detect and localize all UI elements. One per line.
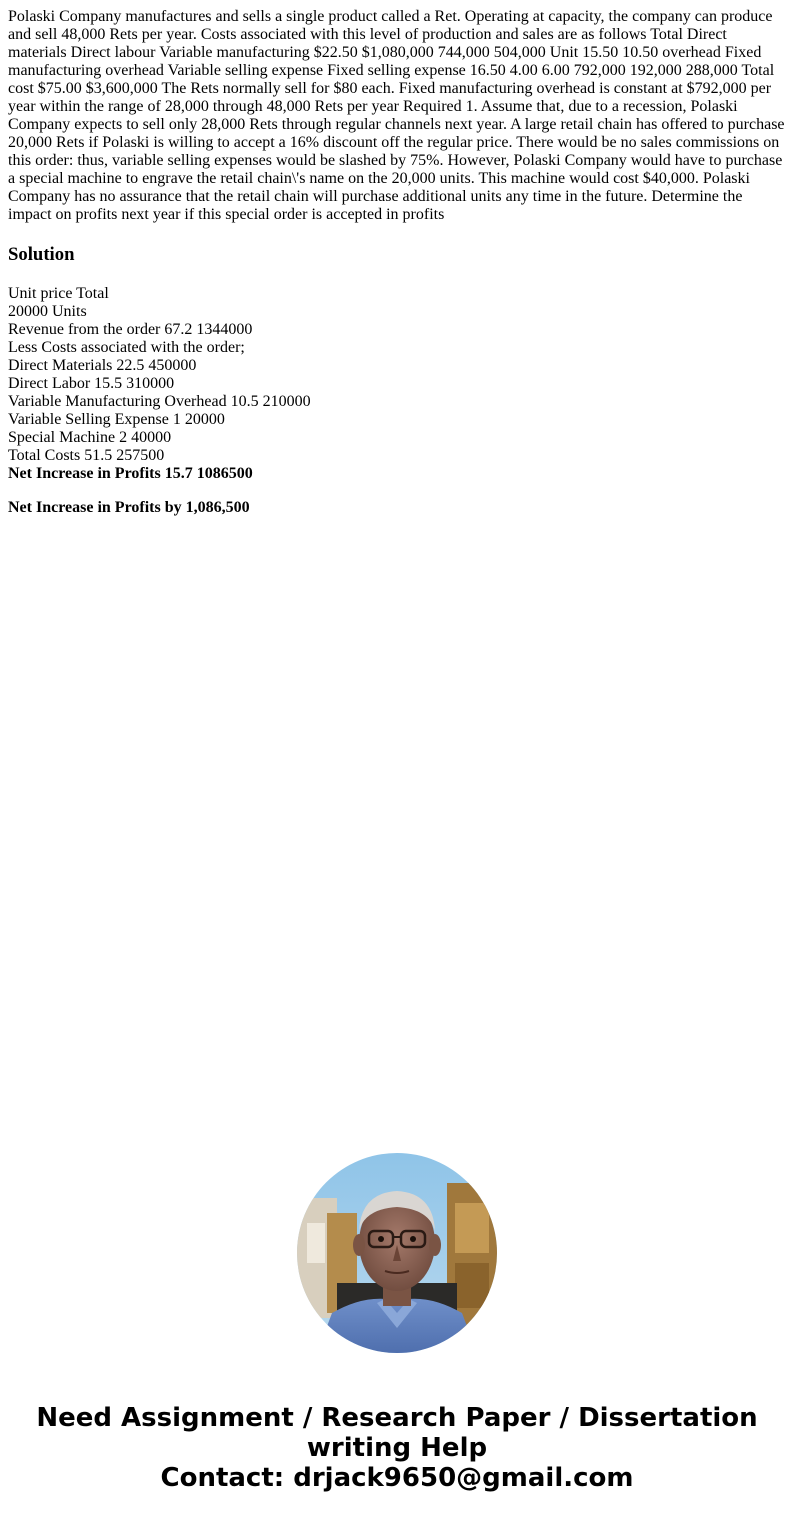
promo-contact-line: Contact: drjack9650@gmail.com	[160, 1463, 634, 1493]
solution-line: Unit price Total	[8, 285, 109, 302]
solution-heading: Solution	[8, 244, 75, 265]
document-content	[8, 8, 786, 517]
solution-line: Direct Materials 22.5 450000	[8, 357, 197, 374]
solution-line: Variable Manufacturing Overhead 10.5 210000	[8, 393, 311, 410]
promo-line-2: writing Help	[306, 1433, 488, 1463]
solution-line: Variable Selling Expense 1 20000	[8, 411, 225, 428]
solution-line: Revenue from the order 67.2 1344000	[8, 321, 253, 338]
solution-line: Less Costs associated with the order;	[8, 339, 245, 356]
promo-banner	[0, 1403, 794, 1493]
solution-body	[8, 285, 786, 517]
author-portrait-image	[297, 1153, 497, 1353]
author-avatar	[297, 1153, 497, 1353]
net-increase-line: Net Increase in Profits 15.7 1086500	[8, 465, 253, 482]
solution-line: Total Costs 51.5 257500	[8, 447, 165, 464]
solution-line: Special Machine 2 40000	[8, 429, 172, 446]
solution-line: Direct Labor 15.5 310000	[8, 375, 175, 392]
promo-line-1: Need Assignment / Research Paper / Dissertation	[36, 1403, 758, 1433]
conclusion-text: Net Increase in Profits by 1,086,500	[8, 499, 250, 516]
question-text: Polaski Company manufactures and sells a single product called a Ret. Operating at capacity, the company can produce and sell 48,000 Rets per year. Costs associated with this level of production and sales are as follows Total Direct materials Direct labour Variable manufacturing $22.50 $1,080,000 744,000 504,000 Unit 15.50 10.50 overhead Fixed manufacturing overhead Variable selling expense Fixed selling expense 16.50 4.00 6.00 792,000 192,000 288,000 Total cost $75.00 $3,600,000 The Rets normally sell for $80 each. Fixed manufacturing overhead is constant at $792,000 per year within the range of 28,000 through 48,000 Rets per year Required 1. Assume that, due to a recession, Polaski Company expects to sell only 28,000 Rets through regular channels next year. A large retail chain has offered to purchase 20,000 Rets if Polaski is willing to accept a 16% discount off the regular price. There would be no sales commissions on this order: thus, variable selling expenses would be slashed by 75%. However, Polaski Company would have to purchase a special machine to engrave the retail chain\'s name on the 20,000 units. This machine would cost $40,000. Polaski Company has no assurance that the retail chain will purchase additional units any time in the future. Determine the impact on profits next year if this special order is accepted in profits	[8, 8, 785, 223]
solution-line: 20000 Units	[8, 303, 87, 320]
